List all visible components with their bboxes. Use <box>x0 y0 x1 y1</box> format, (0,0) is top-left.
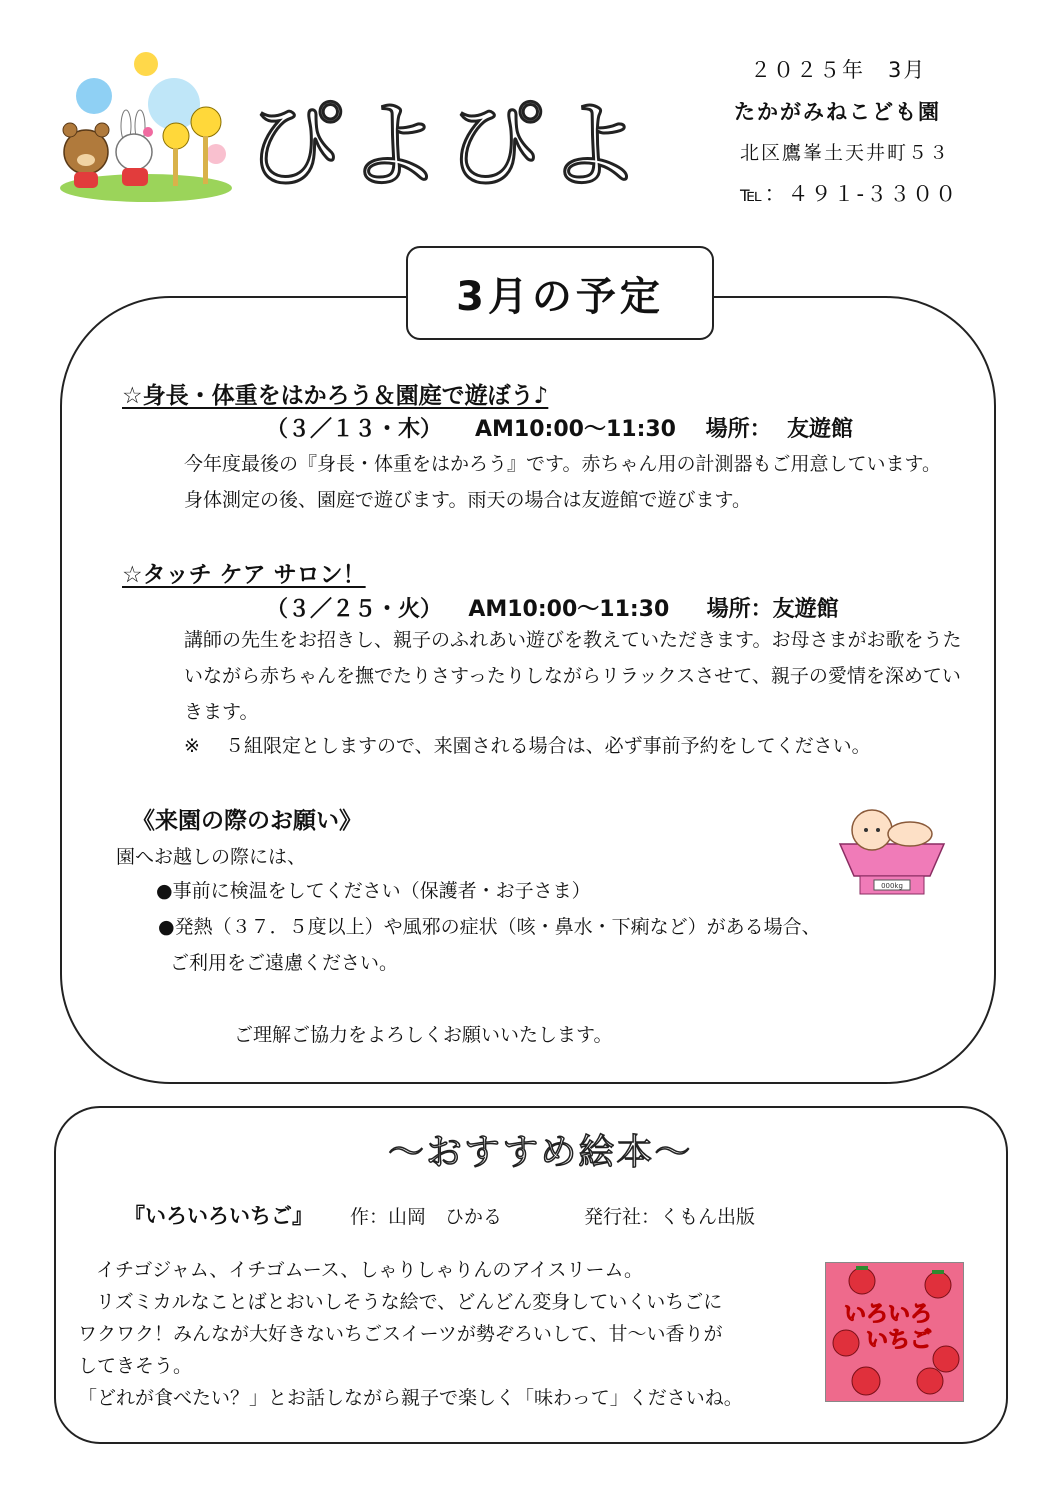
request-item1: ●事前に検温をしてください（保護者・お子さま） <box>156 880 591 902</box>
request-item2b: ご利用をご遠慮ください。 <box>170 952 399 974</box>
event2-note: ※ ５組限定としますので、来園される場合は、必ず事前予約をしてください。 <box>184 735 871 757</box>
book-line5: 「どれが食べたい？」とお話しながら親子で楽しく「味わって」くださいね。 <box>78 1387 743 1409</box>
event1-line1: 今年度最後の『身長・体重をはかろう』です。赤ちゃん用の計測器もご用意しています。 <box>184 453 941 475</box>
book-line3: ワクワク！みんなが大好きないちごスイーツが勢ぞろいして、甘～い香りが <box>78 1323 723 1345</box>
event1-title: ☆身長・体重をはかろう＆園庭で遊ぼう♪ <box>122 383 549 409</box>
cover-title-1: いろいろ <box>844 1302 933 1327</box>
book-publisher: 発行社：くもん出版 <box>584 1206 756 1228</box>
telephone: ℡：４９１-３３００ <box>740 182 959 206</box>
event2-line2: いながら赤ちゃんを撫でたりさすったりしながらリラックスさせて、親子の愛情を深めてい <box>184 665 961 687</box>
cover-title-2: いちご <box>866 1328 933 1353</box>
animal-illustration <box>56 48 242 206</box>
newsletter-title: ぴよぴよ <box>246 90 646 202</box>
request-title: 《来園の際のお願い》 <box>132 808 362 834</box>
event2-when: （３／２５・火） AM10:00～11:30 場所：友遊館 <box>266 597 839 622</box>
closing-message: ご理解ご協力をよろしくお願いいたします。 <box>234 1024 613 1046</box>
book-heading: ～おすすめ絵本～ <box>388 1132 693 1173</box>
schedule-heading-box <box>406 246 714 340</box>
issue-date: ２０２５年 3月 <box>750 58 927 82</box>
event2-line1: 講師の先生をお招きし、親子のふれあい遊びを教えていただきます。お母さまがお歌をうた <box>184 629 962 651</box>
book-cover <box>825 1262 964 1402</box>
book-line4: してきそう。 <box>78 1355 193 1377</box>
organization-name: たかがみねこども園 <box>734 100 941 124</box>
book-line1: イチゴジャム、イチゴムース、しゃりしゃりんのアイスリーム。 <box>96 1259 644 1281</box>
scale-label: 000kg <box>881 882 903 890</box>
event2-line3: きます。 <box>184 701 259 723</box>
book-author: 作：山岡 ひかる <box>350 1206 503 1228</box>
event1-when: （３／１３・木） AM10:00～11:30 場所： 友遊館 <box>266 417 853 442</box>
address: 北区鷹峯土天井町５３ <box>740 142 951 164</box>
book-title: 『いろいろいちご』 <box>124 1204 313 1228</box>
request-item2: ●発熱（３７．５度以上）や風邪の症状（咳・鼻水・下痢など）がある場合、 <box>158 916 821 938</box>
event2-title: ☆タッチ ケア サロン！ <box>122 562 366 588</box>
schedule-heading: 3月の予定 <box>456 273 664 320</box>
book-line2: リズミカルなことばとおいしそうな絵で、どんどん変身していくいちごに <box>96 1291 723 1313</box>
event1-line2: 身体測定の後、園庭で遊びます。雨天の場合は友遊館で遊びます。 <box>184 489 751 511</box>
request-intro: 園へお越しの際には、 <box>116 846 307 868</box>
baby-scale-illustration <box>834 804 950 896</box>
